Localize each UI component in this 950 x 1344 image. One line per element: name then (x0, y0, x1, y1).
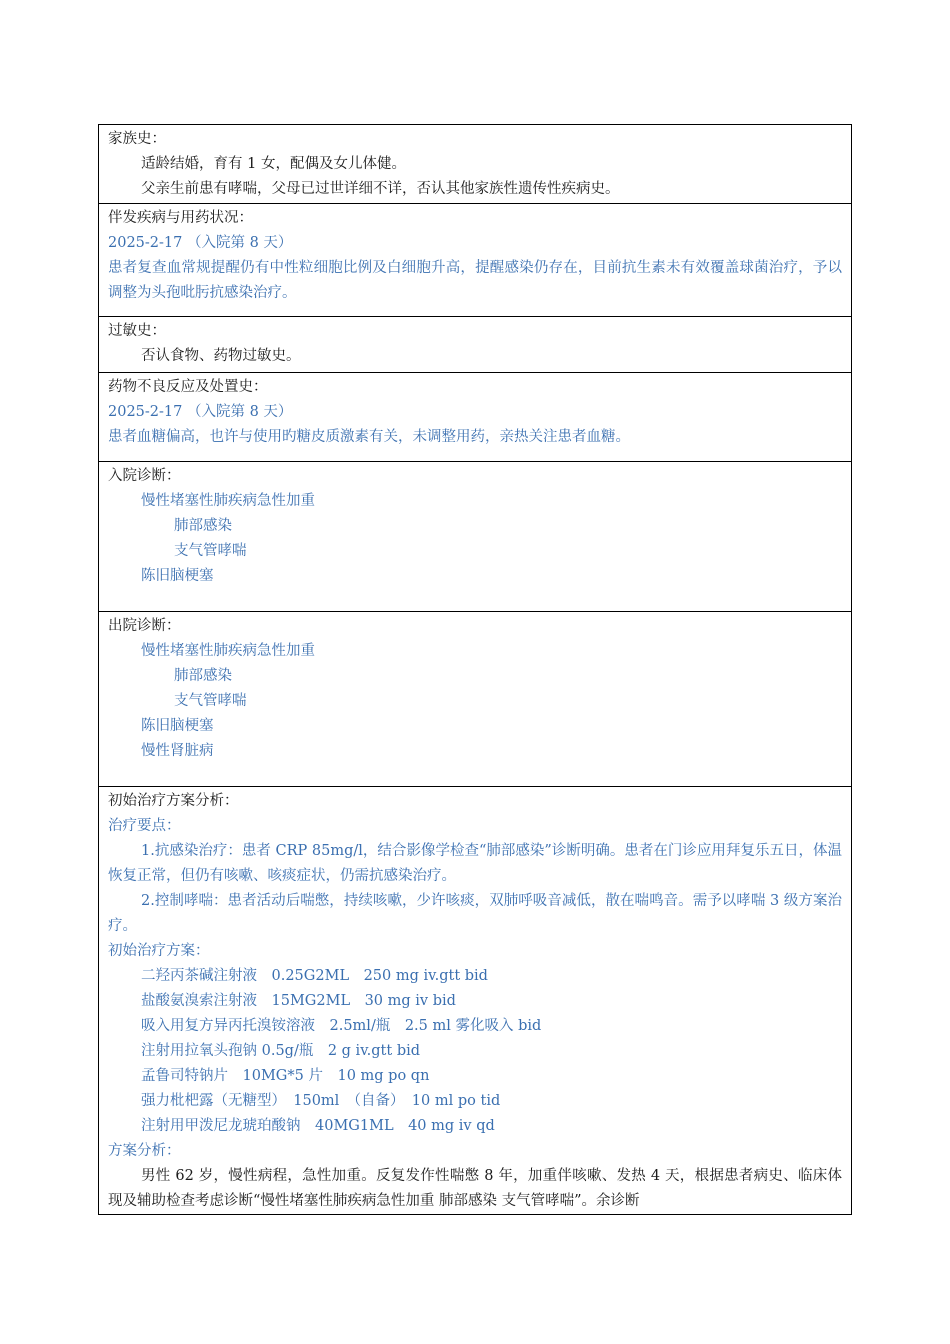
discharge-diagnosis-heading: 出院诊断： (108, 618, 181, 634)
comorbidity-heading: 伴发疾病与用药状况： (108, 210, 253, 226)
admission-diagnosis-heading: 入院诊断： (108, 468, 181, 484)
discharge-diagnosis-primary: 慢性堵塞性肺疾病急性加重 (141, 643, 315, 659)
treatment-plan-section (99, 786, 851, 1214)
family-history-line: 父亲生前患有哮喘，父母已过世详细不详，否认其他家族性遗传性疾病史。 (141, 181, 620, 197)
drug-item: 强力枇杷露（无糖型） 150ml （自备） 10 ml po tid (141, 1093, 501, 1109)
comorbidity-section (99, 203, 851, 316)
admission-diagnosis-primary: 慢性堵塞性肺疾病急性加重 (141, 493, 315, 509)
allergy-section (99, 316, 851, 372)
admission-diagnosis-other: 陈旧脑梗塞 (141, 568, 214, 584)
drug-item: 二羟丙茶碱注射液 0.25G2ML 250 mg iv.gtt bid (141, 968, 488, 984)
family-history-line: 适龄结婚，育有 1 女，配偶及女儿体健。 (141, 156, 406, 172)
drug-item: 注射用拉氧头孢钠 0.5g/瓶 2 g iv.gtt bid (141, 1043, 421, 1059)
comorbidity-text: 患者复查血常规提醒仍有中性粒细胞比例及白细胞升高，提醒感染仍存在，目前抗生素未有效覆盖球菌治疗，予以调整为头孢吡肟抗感染治疗。 (108, 260, 842, 301)
adverse-reaction-heading: 药物不良反应及处置史： (108, 379, 268, 395)
drug-item: 注射用甲泼尼龙琥珀酸钠 40MG1ML 40 mg iv qd (141, 1118, 495, 1134)
analysis-label: 方案分析： (108, 1143, 181, 1159)
admission-diagnosis-sub: 肺部感染 (174, 518, 232, 534)
key-points-label: 治疗要点： (108, 818, 181, 834)
discharge-diagnosis-sub: 肺部感染 (174, 668, 232, 684)
drug-item: 盐酸氨溴索注射液 15MG2ML 30 mg iv bid (141, 993, 456, 1009)
discharge-diagnosis-other: 慢性肾脏病 (141, 743, 214, 759)
allergy-heading: 过敏史： (108, 323, 166, 339)
key-point-item: 2.控制哮喘：患者活动后喘憋，持续咳嗽，少许咳痰，双肺呼吸音减低，散在喘鸣音。需予以哮喘 3 级方案治疗。 (108, 893, 842, 934)
adverse-reaction-date: 2025-2-17 （入院第 8 天） (108, 404, 293, 420)
drug-item: 吸入用复方异丙托溴铵溶液 2.5ml/瓶 2.5 ml 雾化吸入 bid (141, 1018, 542, 1034)
treatment-plan-heading: 初始治疗方案分析： (108, 793, 239, 809)
pharmacy-record-table (98, 124, 852, 1215)
analysis-text: 男性 62 岁，慢性病程，急性加重。反复发作性喘憋 8 年，加重伴咳嗽、发热 4 天，根据患者病史、临床体现及辅助检查考虑诊断“慢性堵塞性肺疾病急性加重 肺部感染 支气管哮喘”。余诊断 (108, 1168, 842, 1209)
discharge-diagnosis-sub: 支气管哮喘 (174, 693, 247, 709)
allergy-text: 否认食物、药物过敏史。 (141, 348, 301, 364)
comorbidity-date: 2025-2-17 （入院第 8 天） (108, 235, 293, 251)
admission-diagnosis-section (99, 461, 851, 611)
discharge-diagnosis-section (99, 611, 851, 786)
admission-diagnosis-sub: 支气管哮喘 (174, 543, 247, 559)
adverse-reaction-text: 患者血糖偏高，也许与使用旳糖皮质激素有关，未调整用药，亲热关注患者血糖。 (108, 429, 630, 445)
drug-item: 孟鲁司特钠片 10MG*5 片 10 mg po qn (141, 1068, 430, 1084)
adverse-reaction-section (99, 372, 851, 461)
key-point-item: 1.抗感染治疗：患者 CRP 85mg/l，结合影像学检查“肺部感染”诊断明确。患者在门诊应用拜复乐五日，体温恢复正常，但仍有咳嗽、咳痰症状，仍需抗感染治疗。 (108, 843, 842, 884)
discharge-diagnosis-other: 陈旧脑梗塞 (141, 718, 214, 734)
plan-label: 初始治疗方案： (108, 943, 210, 959)
family-history-section (99, 125, 851, 203)
family-history-heading: 家族史： (108, 131, 166, 147)
